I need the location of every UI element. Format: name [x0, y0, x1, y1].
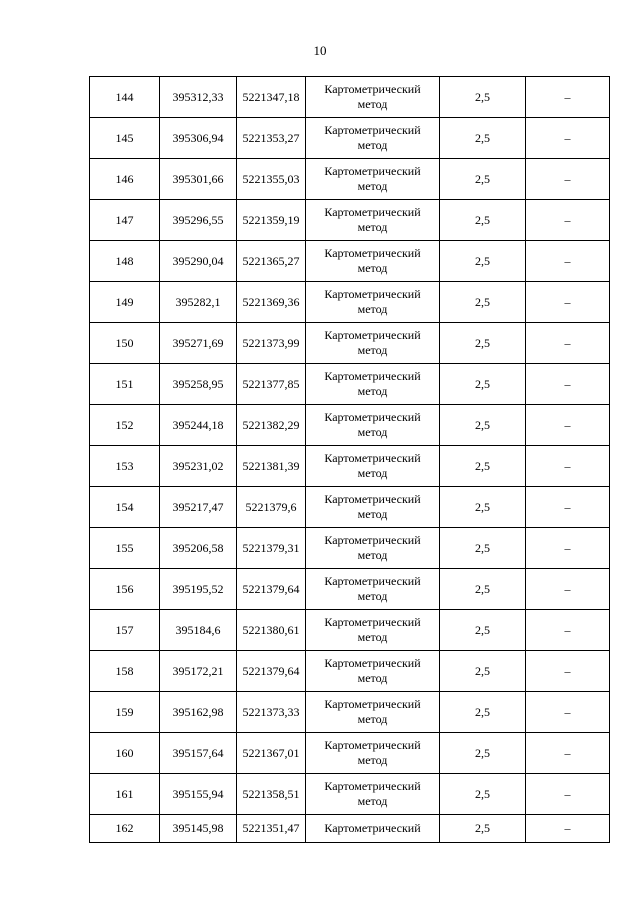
- page-number: 10: [313, 43, 327, 58]
- x-coordinate-cell: 395296,55: [160, 200, 237, 241]
- y-coordinate-cell: 5221365,27: [237, 241, 306, 282]
- note-cell: –: [526, 77, 610, 118]
- y-coordinate-cell: 5221380,61: [237, 610, 306, 651]
- x-coordinate-cell: 395282,1: [160, 282, 237, 323]
- accuracy-cell: 2,5: [440, 159, 526, 200]
- method-line2: метод: [357, 179, 388, 193]
- accuracy-cell: 2,5: [440, 241, 526, 282]
- table-row: [90, 692, 610, 733]
- method-line1: Картометрический: [324, 451, 421, 465]
- table-row: [90, 282, 610, 323]
- y-coordinate-cell: 5221379,31: [237, 528, 306, 569]
- point-number-cell: 150: [90, 323, 160, 364]
- point-number-cell: 149: [90, 282, 160, 323]
- y-coordinate-cell: 5221377,85: [237, 364, 306, 405]
- method-line2: метод: [357, 466, 388, 480]
- method-line2: метод: [357, 343, 388, 357]
- method-line2: метод: [357, 302, 388, 316]
- method-line2: метод: [357, 671, 388, 685]
- point-number-cell: 157: [90, 610, 160, 651]
- x-coordinate-cell: 395155,94: [160, 774, 237, 815]
- accuracy-cell: 2,5: [440, 774, 526, 815]
- accuracy-cell: 2,5: [440, 200, 526, 241]
- method-line1: Картометрический: [324, 821, 421, 835]
- table-row: [90, 487, 610, 528]
- point-number-cell: 162: [90, 815, 160, 843]
- method-cell: [306, 774, 440, 815]
- table-row: [90, 364, 610, 405]
- method-line2: метод: [357, 220, 388, 234]
- method-line1: Картометрический: [324, 246, 421, 260]
- x-coordinate-cell: 395258,95: [160, 364, 237, 405]
- note-cell: –: [526, 487, 610, 528]
- y-coordinate-cell: 5221347,18: [237, 77, 306, 118]
- method-cell: [306, 528, 440, 569]
- note-cell: –: [526, 815, 610, 843]
- method-line2: метод: [357, 507, 388, 521]
- note-cell: –: [526, 692, 610, 733]
- note-cell: –: [526, 405, 610, 446]
- method-line1: Картометрический: [324, 779, 421, 793]
- method-cell: [306, 815, 440, 843]
- table-row: [90, 118, 610, 159]
- accuracy-cell: 2,5: [440, 733, 526, 774]
- table-row: [90, 774, 610, 815]
- y-coordinate-cell: 5221355,03: [237, 159, 306, 200]
- point-number-cell: 151: [90, 364, 160, 405]
- method-cell: [306, 692, 440, 733]
- table-row: [90, 323, 610, 364]
- table-row: [90, 446, 610, 487]
- accuracy-cell: 2,5: [440, 282, 526, 323]
- accuracy-cell: 2,5: [440, 610, 526, 651]
- method-line1: Картометрический: [324, 287, 421, 301]
- y-coordinate-cell: 5221367,01: [237, 733, 306, 774]
- accuracy-cell: 2,5: [440, 118, 526, 159]
- note-cell: –: [526, 446, 610, 487]
- method-line2: метод: [357, 548, 388, 562]
- method-line1: Картометрический: [324, 738, 421, 752]
- method-cell: [306, 241, 440, 282]
- note-cell: –: [526, 528, 610, 569]
- method-cell: [306, 569, 440, 610]
- method-cell: [306, 446, 440, 487]
- x-coordinate-cell: 395290,04: [160, 241, 237, 282]
- point-number-cell: 152: [90, 405, 160, 446]
- method-line2: метод: [357, 794, 388, 808]
- x-coordinate-cell: 395195,52: [160, 569, 237, 610]
- y-coordinate-cell: 5221379,64: [237, 651, 306, 692]
- note-cell: –: [526, 118, 610, 159]
- y-coordinate-cell: 5221353,27: [237, 118, 306, 159]
- method-line1: Картометрический: [324, 697, 421, 711]
- y-coordinate-cell: 5221379,64: [237, 569, 306, 610]
- accuracy-cell: 2,5: [440, 364, 526, 405]
- x-coordinate-cell: 395184,6: [160, 610, 237, 651]
- note-cell: –: [526, 159, 610, 200]
- table-row: [90, 733, 610, 774]
- accuracy-cell: 2,5: [440, 692, 526, 733]
- method-cell: [306, 282, 440, 323]
- point-number-cell: 144: [90, 77, 160, 118]
- point-number-cell: 145: [90, 118, 160, 159]
- note-cell: –: [526, 733, 610, 774]
- table-row: [90, 77, 610, 118]
- x-coordinate-cell: 395206,58: [160, 528, 237, 569]
- table-row: [90, 200, 610, 241]
- note-cell: –: [526, 241, 610, 282]
- y-coordinate-cell: 5221381,39: [237, 446, 306, 487]
- table-row: [90, 569, 610, 610]
- note-cell: –: [526, 610, 610, 651]
- x-coordinate-cell: 395162,98: [160, 692, 237, 733]
- point-number-cell: 156: [90, 569, 160, 610]
- method-line1: Картометрический: [324, 205, 421, 219]
- method-cell: [306, 118, 440, 159]
- y-coordinate-cell: 5221369,36: [237, 282, 306, 323]
- y-coordinate-cell: 5221358,51: [237, 774, 306, 815]
- point-number-cell: 159: [90, 692, 160, 733]
- method-line2: метод: [357, 97, 388, 111]
- method-line1: Картометрический: [324, 410, 421, 424]
- method-line1: Картометрический: [324, 615, 421, 629]
- method-cell: [306, 733, 440, 774]
- y-coordinate-cell: 5221351,47: [237, 815, 306, 843]
- method-cell: [306, 323, 440, 364]
- table-row: [90, 241, 610, 282]
- method-line2: метод: [357, 261, 388, 275]
- accuracy-cell: 2,5: [440, 323, 526, 364]
- y-coordinate-cell: 5221373,33: [237, 692, 306, 733]
- method-cell: [306, 405, 440, 446]
- table-row: [90, 405, 610, 446]
- method-line2: метод: [357, 712, 388, 726]
- accuracy-cell: 2,5: [440, 446, 526, 487]
- accuracy-cell: 2,5: [440, 815, 526, 843]
- method-cell: [306, 610, 440, 651]
- method-line1: Картометрический: [324, 164, 421, 178]
- method-cell: [306, 159, 440, 200]
- x-coordinate-cell: 395231,02: [160, 446, 237, 487]
- accuracy-cell: 2,5: [440, 77, 526, 118]
- x-coordinate-cell: 395271,69: [160, 323, 237, 364]
- table-row: [90, 651, 610, 692]
- point-number-cell: 147: [90, 200, 160, 241]
- method-cell: [306, 487, 440, 528]
- table-row: [90, 610, 610, 651]
- method-line1: Картометрический: [324, 82, 421, 96]
- y-coordinate-cell: 5221359,19: [237, 200, 306, 241]
- x-coordinate-cell: 395301,66: [160, 159, 237, 200]
- x-coordinate-cell: 395306,94: [160, 118, 237, 159]
- coordinates-table: [89, 76, 610, 843]
- method-line2: метод: [357, 630, 388, 644]
- method-line1: Картометрический: [324, 328, 421, 342]
- x-coordinate-cell: 395217,47: [160, 487, 237, 528]
- point-number-cell: 148: [90, 241, 160, 282]
- y-coordinate-cell: 5221379,6: [237, 487, 306, 528]
- note-cell: –: [526, 569, 610, 610]
- accuracy-cell: 2,5: [440, 487, 526, 528]
- method-line2: метод: [357, 384, 388, 398]
- point-number-cell: 153: [90, 446, 160, 487]
- point-number-cell: 155: [90, 528, 160, 569]
- method-cell: [306, 200, 440, 241]
- accuracy-cell: 2,5: [440, 569, 526, 610]
- method-cell: [306, 77, 440, 118]
- point-number-cell: 154: [90, 487, 160, 528]
- method-line2: метод: [357, 425, 388, 439]
- x-coordinate-cell: 395172,21: [160, 651, 237, 692]
- method-line2: метод: [357, 138, 388, 152]
- note-cell: –: [526, 200, 610, 241]
- y-coordinate-cell: 5221382,29: [237, 405, 306, 446]
- method-cell: [306, 364, 440, 405]
- x-coordinate-cell: 395145,98: [160, 815, 237, 843]
- accuracy-cell: 2,5: [440, 528, 526, 569]
- note-cell: –: [526, 774, 610, 815]
- point-number-cell: 161: [90, 774, 160, 815]
- x-coordinate-cell: 395312,33: [160, 77, 237, 118]
- note-cell: –: [526, 364, 610, 405]
- method-line1: Картометрический: [324, 656, 421, 670]
- point-number-cell: 146: [90, 159, 160, 200]
- method-cell: [306, 651, 440, 692]
- method-line1: Картометрический: [324, 574, 421, 588]
- table-row: [90, 528, 610, 569]
- note-cell: –: [526, 651, 610, 692]
- method-line1: Картометрический: [324, 369, 421, 383]
- method-line2: метод: [357, 589, 388, 603]
- method-line1: Картометрический: [324, 123, 421, 137]
- method-line1: Картометрический: [324, 492, 421, 506]
- table-body: [90, 77, 610, 843]
- method-line2: метод: [357, 753, 388, 767]
- note-cell: –: [526, 323, 610, 364]
- point-number-cell: 160: [90, 733, 160, 774]
- x-coordinate-cell: 395244,18: [160, 405, 237, 446]
- table-row: [90, 159, 610, 200]
- accuracy-cell: 2,5: [440, 405, 526, 446]
- x-coordinate-cell: 395157,64: [160, 733, 237, 774]
- accuracy-cell: 2,5: [440, 651, 526, 692]
- y-coordinate-cell: 5221373,99: [237, 323, 306, 364]
- table-row: [90, 815, 610, 843]
- point-number-cell: 158: [90, 651, 160, 692]
- method-line1: Картометрический: [324, 533, 421, 547]
- note-cell: –: [526, 282, 610, 323]
